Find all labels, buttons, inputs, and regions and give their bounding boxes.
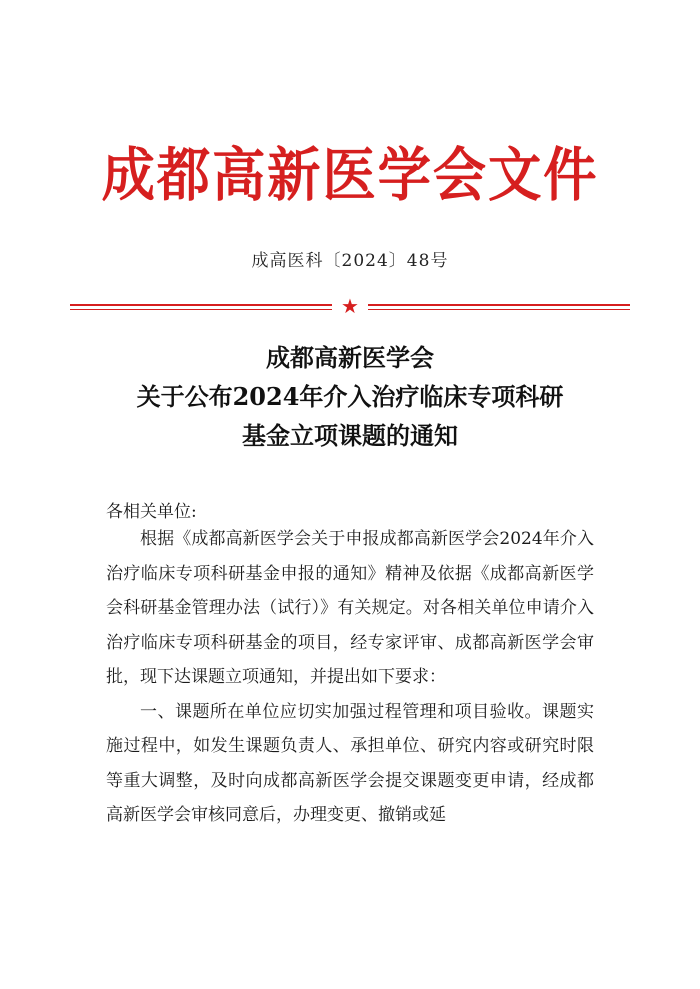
document-number: 成高医科〔2024〕48号 xyxy=(251,251,449,271)
notice-body xyxy=(106,522,594,833)
divider-thin-line-left xyxy=(70,309,332,310)
salutation: 各相关单位: xyxy=(106,502,197,522)
notice-title-line-3: 基金立项课题的通知 xyxy=(242,421,458,450)
org-document-header: 成都高新医学会文件 xyxy=(101,141,599,209)
body-paragraph-1: 根据《成都高新医学会关于申报成都高新医学会2024年介入治疗临床专项科研基金申报的通知》精神及依据《成都高新医学会科研基金管理办法（试行）》有关规定。对各相关单位申请介入治疗临床专项科研基金的项目，经专家评审、成都高新医学会审批，现下达课题立项通知，并提出如下要求： xyxy=(106,529,594,687)
divider-line-left xyxy=(70,304,332,306)
notice-title-line-2: 关于公布2024年介入治疗临床专项科研 xyxy=(136,382,564,411)
divider-thin-line-right xyxy=(368,309,630,310)
body-paragraph-2: 一、课题所在单位应切实加强过程管理和项目验收。课题实施过程中，如发生课题负责人、承担单位、研究内容或研究时限等重大调整，及时向成都高新医学会提交课题变更申请，经成都高新医学会审核同意后，办理变更、撤销或延 xyxy=(106,701,594,825)
divider-line-right xyxy=(368,304,630,306)
star-icon: ★ xyxy=(341,294,359,318)
red-divider xyxy=(70,294,630,318)
notice-title-line-1: 成都高新医学会 xyxy=(266,343,434,372)
